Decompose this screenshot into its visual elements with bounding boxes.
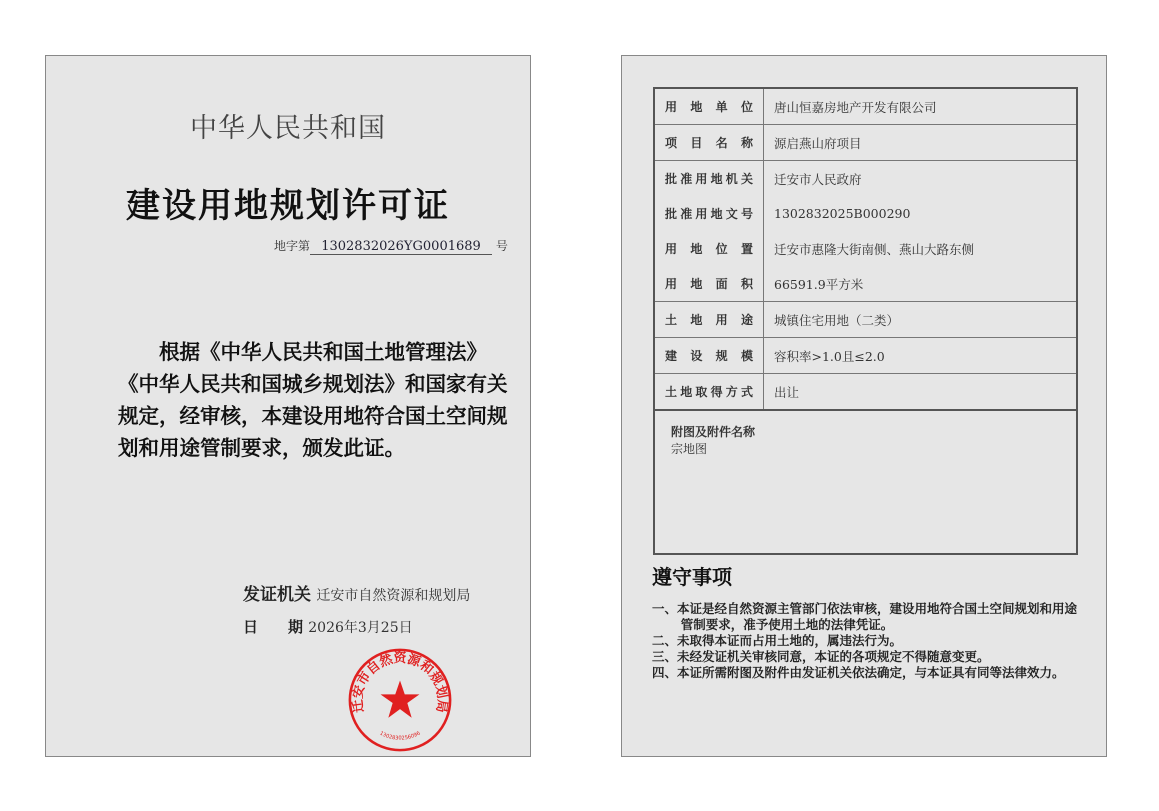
attachments-row	[654, 410, 1077, 554]
rule-item: 二、未取得本证而占用土地的，属违法行为。	[652, 633, 903, 648]
table-row	[654, 231, 1077, 266]
table-row	[654, 196, 1077, 231]
table-row	[654, 88, 1077, 125]
row-label: 土地取得方式	[654, 374, 764, 411]
certificate-body-text: 根据《中华人民共和国土地管理法》《中华人民共和国城乡规划法》和国家有关规定，经审核，本建设用地符合国土空间规划和用途管制要求，颁发此证。	[118, 340, 508, 460]
row-value: 出让	[764, 374, 1078, 411]
rule-item: 三、未经发证机关审核同意，本证的各项规定不得随意变更。	[652, 649, 990, 664]
row-value: 容积率>1.0且≤2.0	[764, 338, 1078, 374]
row-value: 迁安市惠隆大街南侧、燕山大路东侧	[774, 241, 975, 257]
row-label: 批准用地机关	[654, 161, 764, 197]
table-row	[654, 338, 1077, 374]
issuer-line	[243, 580, 470, 605]
official-seal-stamp	[346, 646, 454, 754]
rules-title: 遵守事项	[652, 565, 732, 589]
cert-number-value: 1302832026YG0001689	[310, 239, 492, 255]
country-name: 中华人民共和国	[190, 113, 386, 144]
row-value: 66591.9平方米	[764, 266, 1078, 302]
date-label: 日 期	[243, 618, 304, 636]
svg-text:迁安市自然资源和规划局: 迁安市自然资源和规划局	[350, 651, 450, 714]
issuer-label: 发证机关	[243, 585, 311, 605]
row-label: 用地面积	[654, 266, 764, 302]
rule-item: 一、本证是经自然资源主管部门依法审核，建设用地符合国土空间规划和用途管制要求，准予使用土地的法律凭证。	[652, 601, 1078, 632]
row-value: 唐山恒嘉房地产开发有限公司	[764, 88, 1078, 125]
row-label: 用地位置	[654, 231, 764, 266]
attachments-label: 附图及附件名称	[671, 425, 756, 439]
row-value: 源启燕山府项目	[764, 125, 1078, 161]
row-label: 项目名称	[654, 125, 764, 161]
table-row	[654, 266, 1077, 302]
row-value: 1302832025B000290	[774, 206, 911, 221]
table-row	[654, 125, 1077, 161]
row-label: 批准用地文号	[654, 196, 764, 231]
cert-prefix: 地字第	[274, 239, 311, 253]
cert-suffix: 号	[495, 239, 508, 253]
certificate-number	[274, 237, 508, 255]
row-label: 土地用途	[654, 302, 764, 338]
row-value: 迁安市人民政府	[774, 171, 862, 187]
date-value: 2026年3月25日	[308, 620, 413, 636]
certificate-detail-page	[621, 55, 1107, 757]
svg-text:1302830256096: 1302830256096	[378, 730, 422, 742]
row-label: 用地单位	[654, 88, 764, 125]
land-info-table	[653, 87, 1078, 555]
table-row	[654, 374, 1077, 411]
table-row	[654, 161, 1077, 197]
certificate-title: 建设用地规划许可证	[126, 186, 450, 226]
issuer-value: 迁安市自然资源和规划局	[316, 588, 471, 604]
rule-item: 四、本证所需附图及附件由发证机关依法确定，与本证具有同等法律效力。	[652, 665, 1065, 680]
table-row	[654, 302, 1077, 338]
date-line	[243, 616, 413, 637]
certificate-front-page	[45, 55, 531, 757]
attachments-value: 宗地图	[671, 442, 708, 456]
row-value: 城镇住宅用地（二类）	[764, 302, 1078, 338]
row-label: 建设规模	[654, 338, 764, 374]
rules-list	[652, 601, 1082, 681]
